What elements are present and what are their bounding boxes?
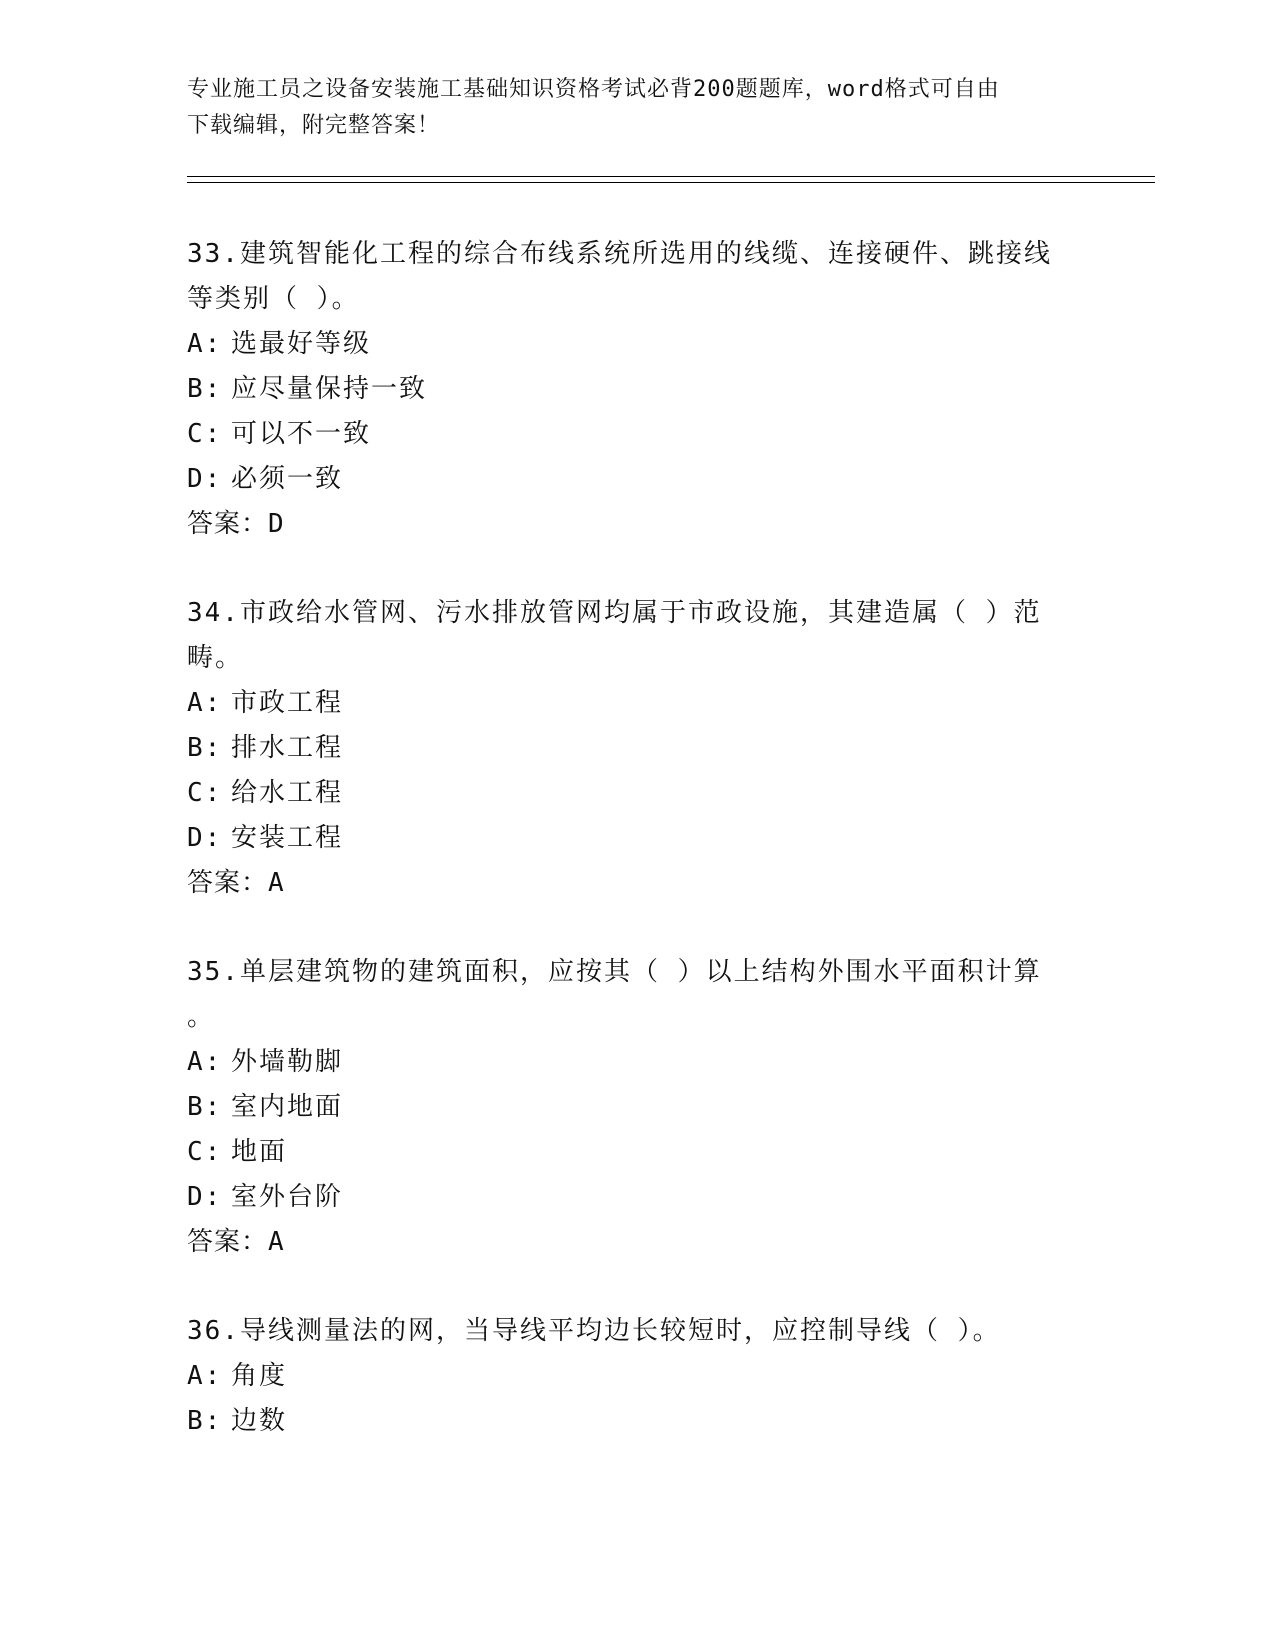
header-rule-bottom [187,182,1155,183]
option-letter: D: [187,464,223,494]
question-text-line: 畴。 [187,643,244,673]
option-a [187,681,1087,726]
option-letter: C: [187,419,223,449]
option-letter: D: [187,823,223,853]
option-letter: B: [187,1092,223,1122]
option-letter: A: [187,329,223,359]
option-letter: A: [187,1361,223,1391]
question-list [187,232,1087,1488]
option-d [187,1175,1087,1220]
option-b [187,726,1087,771]
header-rule-top [187,176,1155,177]
question-text-line: 33.建筑智能化工程的综合布线系统所选用的线缆、连接硬件、跳接线 [187,239,1052,269]
question-text-line: 35.单层建筑物的建筑面积，应按其（ ）以上结构外围水平面积计算 [187,957,1042,987]
answer-label: 答案： [187,509,269,539]
option-d [187,816,1087,861]
option-text: 安装工程 [231,823,344,853]
option-letter: A: [187,1047,223,1077]
document-header [187,72,1087,144]
option-a [187,1354,1087,1399]
answer-line [187,502,1087,547]
option-text: 室外台阶 [231,1182,344,1212]
header-line-2: 下载编辑，附完整答案！ [187,113,441,138]
question-text-line: 36.导线测量法的网，当导线平均边长较短时，应控制导线（ ）。 [187,1316,1001,1346]
option-letter: B: [187,374,223,404]
option-text: 排水工程 [231,733,344,763]
option-c [187,1130,1087,1175]
question-text-line: 34.市政给水管网、污水排放管网均属于市政设施，其建造属（ ）范 [187,598,1042,628]
option-text: 市政工程 [231,688,344,718]
option-b [187,367,1087,412]
question-text-line: 等类别（ ）。 [187,284,360,314]
option-letter: C: [187,778,223,808]
answer-line [187,861,1087,906]
answer-value: A [268,868,285,898]
question-34 [187,591,1087,906]
option-b [187,1399,1087,1444]
option-letter: B: [187,733,223,763]
option-text: 选最好等级 [231,329,372,359]
answer-label: 答案： [187,1227,269,1257]
option-text: 可以不一致 [231,419,372,449]
option-a [187,322,1087,367]
option-text: 边数 [231,1406,288,1436]
option-d [187,457,1087,502]
question-36 [187,1309,1087,1444]
answer-label: 答案： [187,868,269,898]
question-text-line: 。 [187,1002,216,1032]
question-33 [187,232,1087,547]
option-text: 应尽量保持一致 [231,374,428,404]
answer-value: A [268,1227,285,1257]
option-letter: D: [187,1182,223,1212]
option-letter: A: [187,688,223,718]
option-text: 外墙勒脚 [231,1047,344,1077]
option-b [187,1085,1087,1130]
option-text: 给水工程 [231,778,344,808]
option-c [187,412,1087,457]
option-text: 角度 [231,1361,288,1391]
option-text: 必须一致 [231,464,344,494]
option-text: 室内地面 [231,1092,344,1122]
question-35 [187,950,1087,1265]
option-c [187,771,1087,816]
option-letter: B: [187,1406,223,1436]
option-text: 地面 [231,1137,288,1167]
option-letter: C: [187,1137,223,1167]
answer-line [187,1220,1087,1265]
option-a [187,1040,1087,1085]
answer-value: D [268,509,285,539]
header-line-1: 专业施工员之设备安装施工基础知识资格考试必背200题题库，word格式可自由 [187,77,1000,102]
